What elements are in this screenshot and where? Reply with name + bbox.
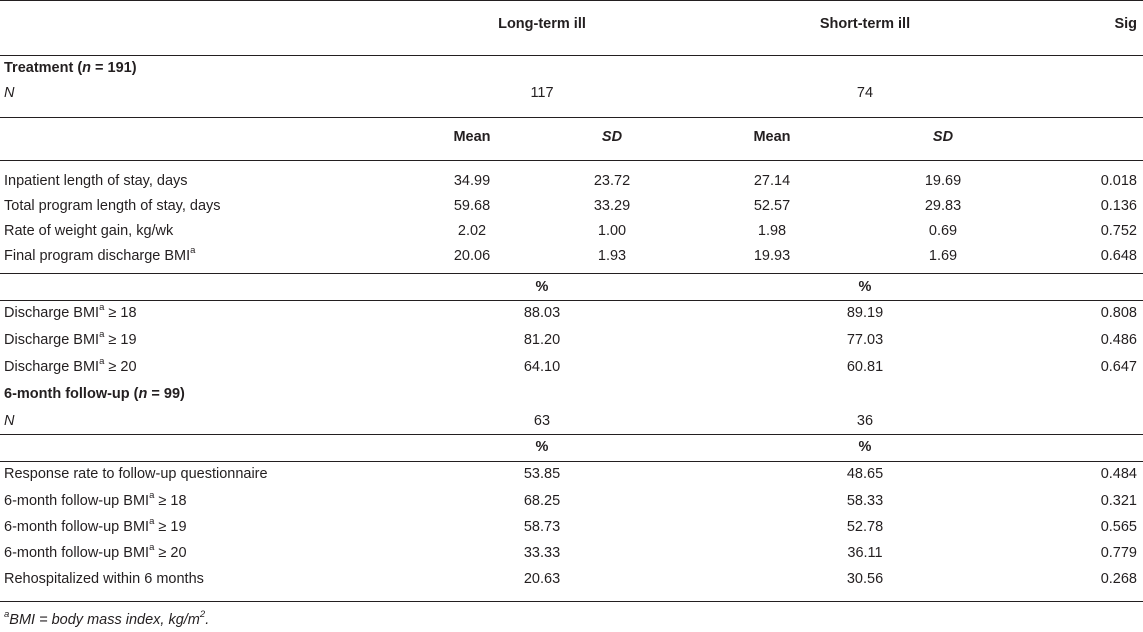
table-row: Rehospitalized within 6 months 20.63 30.56 0.268 xyxy=(4,571,1137,587)
followup-n-row: N 63 36 xyxy=(4,413,874,429)
n-rule xyxy=(0,117,1143,118)
header-sig: Sig xyxy=(1114,16,1137,32)
bottom-rule xyxy=(0,601,1143,602)
pct-top-rule xyxy=(0,273,1143,274)
table-row: 6-month follow-up $BMI^a \ge 18$ 68.25 58.33 0.321 xyxy=(4,490,1137,509)
treatment-section-title: Treatment (n = 191) xyxy=(4,60,137,76)
followup-pct-header-row: % % xyxy=(535,439,872,455)
pct-header-row: % % xyxy=(535,279,872,295)
table-row: 6-month follow-up $BMI^a \ge 20$ 33.33 36.11 0.779 xyxy=(4,542,1137,561)
table-row: Discharge $BMI^a \ge 18$ 88.03 89.19 0.808 xyxy=(4,302,1137,321)
followup-section-title: 6-month follow-up (n = 99) xyxy=(4,386,185,402)
header-row xyxy=(0,12,1143,37)
treatment-n-row: N 117 74 xyxy=(4,85,874,101)
table-footnote: $^a$BMI = body mass index, $kg/m^2$. xyxy=(4,609,210,628)
top-rule xyxy=(0,0,1143,1)
header-long-term: Long-term ill xyxy=(498,16,586,32)
subheader-row: Mean SD Mean SD xyxy=(453,129,954,145)
subheader-rule xyxy=(0,160,1143,161)
table-row: Discharge $BMI^a \ge 20$ 64.10 60.81 0.647 xyxy=(4,356,1137,375)
table-row: Rate of weight gain, kg/wk 2.02 1.00 1.98 0.69 0.752 xyxy=(4,223,1137,239)
table-row: Final program discharge BMI$^a$ 20.06 1.93 19.93 1.69 0.648 xyxy=(4,245,1137,264)
table-row: Inpatient length of stay, days 34.99 23.72 27.14 19.69 0.018 xyxy=(4,173,1137,189)
table-row: Total program length of stay, days 59.68 33.29 52.57 29.83 0.136 xyxy=(4,198,1137,214)
header-short-term: Short-term ill xyxy=(819,16,911,32)
table-row: Discharge $BMI^a \ge 19$ 81.20 77.03 0.486 xyxy=(4,329,1137,348)
table-row: 6-month follow-up $BMI^a \ge 19$ 58.73 52.78 0.565 xyxy=(4,516,1137,535)
table-row: Response rate to follow-up questionnaire 53.85 48.65 0.484 xyxy=(4,466,1137,482)
